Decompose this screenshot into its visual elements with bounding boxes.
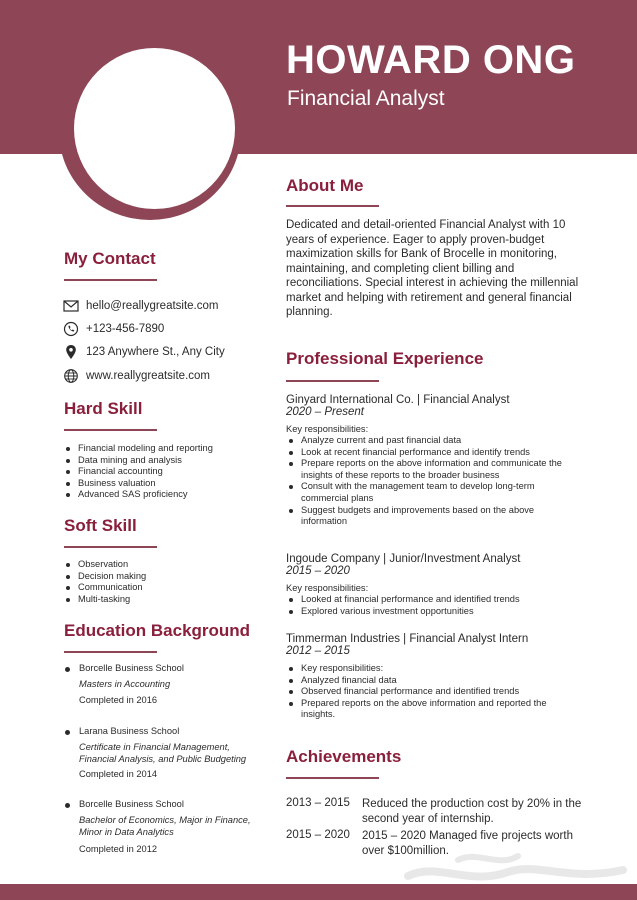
resume-role: Financial Analyst xyxy=(287,87,445,110)
achievement-years: 2015 – 2020 xyxy=(286,829,350,841)
achievements-heading: Achievements xyxy=(286,747,402,766)
list-item: Consult with the management team to develop long-term commercial plans xyxy=(286,481,581,504)
about-rule xyxy=(286,205,379,207)
contact-address-row xyxy=(63,343,225,361)
job-dates: 2015 – 2020 xyxy=(286,565,350,577)
list-item: Looked at financial performance and identified trends xyxy=(286,594,581,606)
location-icon xyxy=(63,344,79,360)
list-item: Multi-tasking xyxy=(63,594,263,606)
list-item: Key responsibilities: xyxy=(286,663,581,675)
education-degree: Masters in Accounting xyxy=(79,679,171,689)
list-item: Analyzed financial data xyxy=(286,675,581,687)
contact-email-row xyxy=(63,297,218,315)
experience-heading: Professional Experience xyxy=(286,349,484,368)
list-item: Prepare reports on the above information and communicate the insights of these reports to the broader business xyxy=(286,458,581,481)
achievement-desc: Reduced the production cost by 20% in the second year of internship. xyxy=(362,798,582,825)
experience-rule xyxy=(286,380,379,382)
achievement-years: 2013 – 2015 xyxy=(286,797,350,809)
job-title: Ingoude Company | Junior/Investment Analyst xyxy=(286,553,521,565)
watermark-logo xyxy=(398,842,628,890)
education-bullet xyxy=(65,730,70,735)
job-dates: 2012 – 2015 xyxy=(286,645,350,657)
profile-photo-placeholder xyxy=(74,48,235,209)
job-resp-label: Key responsibilities: xyxy=(286,583,369,593)
list-item: Suggest budgets and improvements based on the above information xyxy=(286,505,581,528)
education-degree: Certificate in Financial Management, Financial Analysis, and Public Budgeting xyxy=(79,742,247,764)
contact-website-row xyxy=(63,367,210,385)
list-item: Look at recent financial performance and identify trends xyxy=(286,447,581,459)
education-completed: Completed in 2014 xyxy=(79,769,158,779)
list-item: Business valuation xyxy=(63,478,263,490)
education-bullet xyxy=(65,803,70,808)
about-heading: About Me xyxy=(286,176,364,195)
education-school: Borcelle Business School xyxy=(79,799,184,809)
soft-skill-heading: Soft Skill xyxy=(64,516,137,535)
email-icon xyxy=(63,298,79,314)
list-item: Explored various investment opportunities xyxy=(286,606,581,618)
list-item: Financial modeling and reporting xyxy=(63,443,263,455)
list-item: Data mining and analysis xyxy=(63,455,263,467)
job-resp-label: Key responsibilities: xyxy=(286,424,369,434)
education-rule xyxy=(64,651,157,653)
list-item: Decision making xyxy=(63,571,263,583)
education-school: Larana Business School xyxy=(79,726,180,736)
job-resp-list xyxy=(286,435,581,528)
contact-email[interactable]: hello@reallygreatsite.com xyxy=(86,300,219,312)
hard-skill-heading: Hard Skill xyxy=(64,399,143,418)
list-item: Analyze current and past financial data xyxy=(286,435,581,447)
resume-name: HOWARD ONG xyxy=(286,38,576,82)
education-school: Borcelle Business School xyxy=(79,663,184,673)
contact-phone[interactable]: +123-456-7890 xyxy=(86,323,165,335)
list-item: Communication xyxy=(63,582,263,594)
footer-band xyxy=(0,884,637,900)
achievements-rule xyxy=(286,777,379,779)
contact-heading: My Contact xyxy=(64,249,156,268)
job-title: Timmerman Industries | Financial Analyst Intern xyxy=(286,633,529,645)
hard-skill-list xyxy=(63,443,263,501)
list-item: Prepared reports on the above information and reported the insights. xyxy=(286,698,581,721)
list-item: Financial accounting xyxy=(63,466,263,478)
job-resp-list xyxy=(286,663,581,721)
hard-skill-rule xyxy=(64,429,157,431)
job-dates: 2020 – Present xyxy=(286,406,365,418)
education-completed: Completed in 2012 xyxy=(79,844,158,854)
education-completed: Completed in 2016 xyxy=(79,695,158,705)
list-item: Observed financial performance and identified trends xyxy=(286,686,581,698)
list-item: Observation xyxy=(63,559,263,571)
contact-address: 123 Anywhere St., Any City xyxy=(86,346,225,358)
list-item: Advanced SAS proficiency xyxy=(63,489,263,501)
contact-rule xyxy=(64,279,157,281)
education-degree: Bachelor of Economics, Major in Finance, Minor in Data Analytics xyxy=(79,815,251,837)
education-bullet xyxy=(65,667,70,672)
contact-website[interactable]: www.reallygreatsite.com xyxy=(86,370,210,382)
about-text: Dedicated and detail-oriented Financial Analyst with 10 years of experience. Eager to apply proven-budget maximization skills for Bank of Brocelle in monitoring, maintaining, and completing client billing and reconciliations. Special interest in achieving the millennial market and helping with retirement and general financial planning. xyxy=(286,219,579,318)
phone-icon xyxy=(63,321,79,337)
soft-skill-list xyxy=(63,559,263,605)
globe-icon xyxy=(63,368,79,384)
achievement-desc: 2015 – 2020 Managed five projects worth over $100million. xyxy=(362,830,573,857)
education-heading: Education Background xyxy=(64,621,251,640)
job-title: Ginyard International Co. | Financial Analyst xyxy=(286,394,510,406)
soft-skill-rule xyxy=(64,546,157,548)
job-resp-list xyxy=(286,594,581,617)
contact-phone-row xyxy=(63,320,164,338)
